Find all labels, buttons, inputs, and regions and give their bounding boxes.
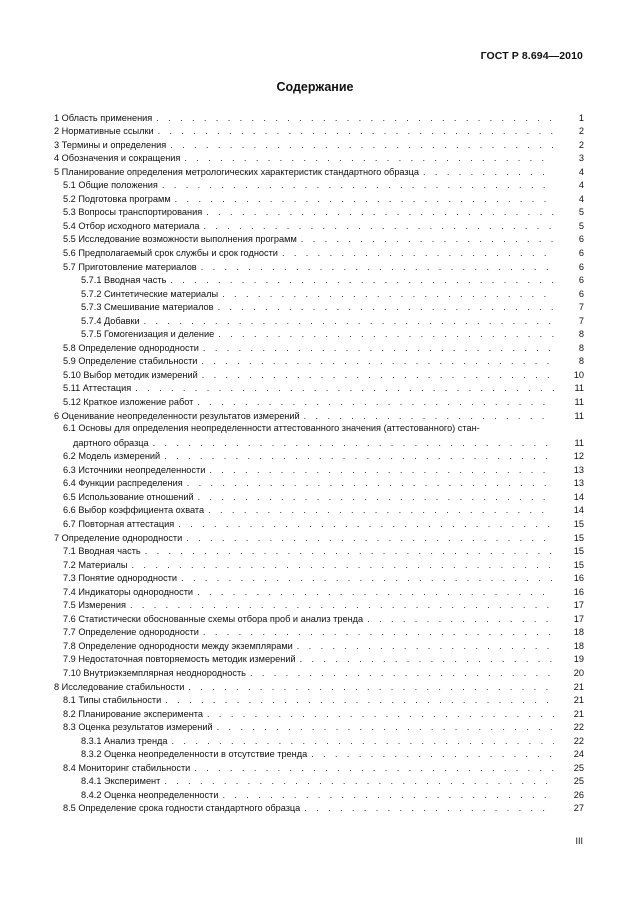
toc-entry-page: 22 <box>573 735 584 746</box>
toc-entry[interactable] <box>54 733 584 747</box>
toc-entry[interactable] <box>54 300 584 314</box>
toc-entry-label: 5 Планирование определения метрологических характеристик стандартного образца <box>54 166 420 177</box>
toc-entry-label: 8.3.1 Анализ тренда <box>81 735 168 746</box>
toc-entry[interactable] <box>54 408 584 422</box>
page-number: III <box>575 836 583 846</box>
toc-entry-label: 5.7 Приготовление материалов <box>63 261 197 272</box>
toc-entry-label: 6.6 Выбор коэффициента охвата <box>63 505 205 516</box>
toc-entry-page: 11 <box>574 383 584 394</box>
toc-entry-page: 1 <box>578 112 584 123</box>
toc-entry-page: 11 <box>574 410 584 421</box>
leader-dots <box>197 587 554 598</box>
leader-dots <box>194 763 554 774</box>
toc-entry[interactable] <box>54 245 584 259</box>
toc-entry-label: 5.12 Краткое изложение работ <box>63 397 194 408</box>
toc-entry-page: 21 <box>573 708 584 719</box>
toc-entry-page: 11 <box>574 397 584 408</box>
toc-entry[interactable] <box>54 367 584 381</box>
toc-entry[interactable] <box>54 313 584 327</box>
toc-entry[interactable] <box>54 327 584 341</box>
table-of-contents <box>54 110 584 814</box>
toc-entry[interactable] <box>54 340 584 354</box>
toc-entry-label: 8.4.1 Эксперимент <box>81 776 161 787</box>
toc-entry-page: 2 <box>578 139 584 150</box>
toc-entry-page: 27 <box>573 803 584 814</box>
toc-entry[interactable] <box>54 259 584 273</box>
toc-entry-label: 5.7.3 Смешивание материалов <box>81 302 214 313</box>
toc-entry[interactable] <box>54 354 584 368</box>
toc-entry[interactable] <box>54 625 584 639</box>
leader-dots <box>145 546 554 557</box>
toc-entry-page: 6 <box>578 275 584 286</box>
toc-entry-page: 4 <box>578 180 584 191</box>
toc-entry[interactable] <box>54 286 584 300</box>
leader-dots <box>300 654 554 665</box>
leader-dots <box>304 411 554 422</box>
toc-entry[interactable] <box>54 124 584 138</box>
toc-entry-page: 6 <box>578 261 584 272</box>
toc-entry-label: 7.1 Вводная часть <box>63 546 141 557</box>
leader-dots <box>201 356 554 367</box>
toc-entry-label: 1 Область применения <box>54 112 153 123</box>
toc-entry-label: 8 Исследование стабильности <box>54 681 185 692</box>
toc-entry-label: 7.9 Недостаточная повторяемость методик измерений <box>63 654 296 665</box>
toc-entry[interactable] <box>54 571 584 585</box>
toc-entry[interactable] <box>54 530 584 544</box>
toc-entry[interactable] <box>54 110 584 124</box>
toc-entry-page: 6 <box>578 234 584 245</box>
toc-entry-page: 16 <box>573 573 584 584</box>
leader-dots <box>203 343 554 354</box>
leader-dots <box>172 736 554 747</box>
document-id: ГОСТ Р 8.694—2010 <box>480 50 583 62</box>
toc-entry-page: 25 <box>573 762 584 773</box>
toc-entry[interactable] <box>54 598 584 612</box>
toc-entry[interactable] <box>54 476 584 490</box>
leader-dots <box>203 221 554 232</box>
toc-entry-page: 5 <box>578 207 584 218</box>
toc-entry-label: 5.7.1 Вводная часть <box>81 275 167 286</box>
leader-dots <box>297 641 554 652</box>
toc-entry-label: 5.1 Общие положения <box>63 180 158 191</box>
toc-entry[interactable] <box>54 273 584 287</box>
leader-dots <box>218 302 554 313</box>
leader-dots <box>170 275 554 286</box>
toc-entry[interactable] <box>54 422 584 449</box>
toc-entry[interactable] <box>54 720 584 734</box>
leader-dots <box>311 749 554 760</box>
toc-entry[interactable] <box>54 638 584 652</box>
toc-entry-label: 5.7.4 Добавки <box>81 315 140 326</box>
leader-dots <box>423 167 554 178</box>
toc-entry[interactable] <box>54 706 584 720</box>
toc-entry-page: 2 <box>578 126 584 137</box>
leader-dots <box>201 262 554 273</box>
leader-dots <box>153 438 554 449</box>
toc-entry[interactable] <box>54 516 584 530</box>
leader-dots <box>186 533 554 544</box>
toc-entry-page: 14 <box>573 505 584 516</box>
toc-entry-label: 6.3 Источники неопределенности <box>63 464 206 475</box>
toc-entry[interactable] <box>54 774 584 788</box>
toc-entry-label: 5.3 Вопросы транспортирования <box>63 207 203 218</box>
toc-entry-label: 7.8 Определение однородности между экземплярами <box>63 640 293 651</box>
leader-dots <box>175 194 554 205</box>
leader-dots <box>187 478 554 489</box>
toc-entry-page: 14 <box>573 491 584 502</box>
toc-entry-label: 2 Нормативные ссылки <box>54 126 154 137</box>
leader-dots <box>181 573 554 584</box>
toc-entry[interactable] <box>54 611 584 625</box>
toc-entry[interactable] <box>54 557 584 571</box>
leader-dots <box>135 383 554 394</box>
leader-dots <box>197 397 554 408</box>
toc-entry-label: 6.2 Модель измерений <box>63 451 161 462</box>
page-title: Содержание <box>276 80 354 94</box>
leader-dots <box>217 722 554 733</box>
toc-entry-page: 25 <box>573 776 584 787</box>
toc-entry-page: 7 <box>578 302 584 313</box>
toc-entry[interactable] <box>54 787 584 801</box>
toc-entry-label: 5.7.5 Гомогенизация и деление <box>81 329 215 340</box>
toc-entry-page: 4 <box>578 166 584 177</box>
toc-entry[interactable] <box>54 232 584 246</box>
toc-entry[interactable] <box>54 205 584 219</box>
toc-entry-label: 5.8 Определение однородности <box>63 342 199 353</box>
toc-entry-page: 18 <box>573 627 584 638</box>
toc-entry-page: 17 <box>573 600 584 611</box>
toc-entry-label: 7.4 Индикаторы однородности <box>63 586 194 597</box>
leader-dots <box>132 560 554 571</box>
leader-dots <box>218 329 554 340</box>
toc-entry-page: 6 <box>578 288 584 299</box>
toc-entry-page: 12 <box>573 451 584 462</box>
toc-entry-label-cont: дартного образца <box>73 437 149 448</box>
toc-entry-label: 6 Оценивание неопределенности результатов измерений <box>54 410 300 421</box>
toc-entry[interactable] <box>54 801 584 815</box>
leader-dots <box>144 316 554 327</box>
toc-entry-label: 8.5 Определение срока годности стандартного образца <box>63 803 301 814</box>
leader-dots <box>203 627 554 638</box>
toc-entry-page: 21 <box>573 695 584 706</box>
leader-dots <box>202 370 554 381</box>
toc-entry-page: 16 <box>573 586 584 597</box>
leader-dots <box>208 505 554 516</box>
toc-entry-page: 10 <box>573 369 584 380</box>
toc-entry-label: 8.1 Типы стабильности <box>63 695 162 706</box>
leader-dots <box>250 668 554 679</box>
toc-entry-page: 11 <box>574 437 584 448</box>
toc-entry-page: 8 <box>578 329 584 340</box>
toc-entry-page: 6 <box>578 248 584 259</box>
toc-entry-label: 8.3.2 Оценка неопределенности в отсутствие тренда <box>81 749 308 760</box>
leader-dots <box>165 695 554 706</box>
toc-entry[interactable] <box>54 218 584 232</box>
leader-dots <box>198 492 554 503</box>
leader-dots <box>158 126 554 137</box>
toc-entry[interactable] <box>54 544 584 558</box>
toc-entry-page: 18 <box>573 640 584 651</box>
toc-entry-label: 7.2 Материалы <box>63 559 128 570</box>
toc-entry[interactable] <box>54 747 584 761</box>
toc-entry-page: 22 <box>573 722 584 733</box>
leader-dots <box>206 207 554 218</box>
toc-entry-label: 5.9 Определение стабильности <box>63 356 198 367</box>
toc-entry-page: 13 <box>573 464 584 475</box>
toc-entry-label: 7.5 Измерения <box>63 600 126 611</box>
toc-entry[interactable] <box>54 178 584 192</box>
toc-entry-page: 8 <box>578 356 584 367</box>
toc-entry-page: 15 <box>573 532 584 543</box>
leader-dots <box>184 153 554 164</box>
leader-dots <box>178 519 554 530</box>
toc-entry[interactable] <box>54 679 584 693</box>
toc-entry-page: 15 <box>573 518 584 529</box>
toc-entry-page: 17 <box>573 613 584 624</box>
leader-dots <box>164 451 554 462</box>
toc-entry-label: 7.3 Понятие однородности <box>63 573 178 584</box>
toc-entry[interactable] <box>54 151 584 165</box>
leader-dots <box>162 180 554 191</box>
toc-entry-page: 15 <box>573 546 584 557</box>
toc-entry-page: 24 <box>573 749 584 760</box>
toc-entry-label: 8.3 Оценка результатов измерений <box>63 722 213 733</box>
leader-dots <box>207 709 554 720</box>
leader-dots <box>367 614 554 625</box>
toc-entry-label: 5.6 Предполагаемый срок службы и срок годности <box>63 248 278 259</box>
toc-entry[interactable] <box>54 137 584 151</box>
toc-entry-page: 15 <box>573 559 584 570</box>
toc-entry-label: 5.4 Отбор исходного материала <box>63 220 200 231</box>
leader-dots <box>282 248 554 259</box>
toc-entry[interactable] <box>54 665 584 679</box>
leader-dots <box>188 682 554 693</box>
toc-entry[interactable] <box>54 164 584 178</box>
toc-entry-label: 5.7.2 Синтетические материалы <box>81 288 219 299</box>
leader-dots <box>222 289 554 300</box>
toc-entry-label: 7.7 Определение однородности <box>63 627 199 638</box>
toc-entry-page: 7 <box>578 315 584 326</box>
toc-entry-label: 8.4 Мониторинг стабильности <box>63 762 191 773</box>
toc-entry-label: 7.10 Внутриэкземплярная неоднородность <box>63 667 246 678</box>
toc-entry-label: 6.4 Функции распределения <box>63 478 183 489</box>
toc-entry[interactable] <box>54 760 584 774</box>
toc-entry[interactable] <box>54 489 584 503</box>
toc-entry-page: 20 <box>573 667 584 678</box>
toc-entry[interactable] <box>54 381 584 395</box>
toc-entry-label: 6.5 Использование отношений <box>63 491 194 502</box>
toc-entry-label: 3 Термины и определения <box>54 139 167 150</box>
toc-entry-page: 5 <box>578 220 584 231</box>
toc-entry-page: 21 <box>573 681 584 692</box>
toc-entry-label: 7 Определение однородности <box>54 532 183 543</box>
toc-entry[interactable] <box>54 462 584 476</box>
toc-entry-label: 7.6 Статистически обоснованные схемы отбора проб и анализ тренда <box>63 613 364 624</box>
leader-dots <box>304 803 554 814</box>
leader-dots <box>156 113 554 124</box>
leader-dots <box>209 465 554 476</box>
toc-entry[interactable] <box>54 693 584 707</box>
toc-entry-label: 6.1 Основы для определения неопределенности аттестованного значения (аттестованного) стан- <box>63 422 480 433</box>
leader-dots <box>164 776 554 787</box>
toc-entry-label: 5.5 Исследование возможности выполнения программ <box>63 234 297 245</box>
toc-entry-page: 4 <box>578 193 584 204</box>
toc-entry-label: 5.11 Аттестация <box>63 383 132 394</box>
leader-dots <box>130 600 554 611</box>
toc-entry[interactable] <box>54 191 584 205</box>
toc-entry-page: 13 <box>573 478 584 489</box>
toc-entry[interactable] <box>54 584 584 598</box>
toc-entry-label: 5.10 Выбор методик измерений <box>63 369 198 380</box>
toc-entry-page: 19 <box>573 654 584 665</box>
leader-dots <box>301 234 554 245</box>
toc-entry[interactable] <box>54 652 584 666</box>
toc-entry-page: 8 <box>578 342 584 353</box>
toc-entry-page: 3 <box>578 153 584 164</box>
toc-entry[interactable] <box>54 503 584 517</box>
toc-entry-label: 8.2 Планирование эксперимента <box>63 708 204 719</box>
toc-entry-label: 6.7 Повторная аттестация <box>63 518 175 529</box>
toc-entry-label: 4 Обозначения и сокращения <box>54 153 181 164</box>
toc-entry-label: 5.2 Подготовка программ <box>63 193 171 204</box>
toc-entry-page: 26 <box>573 789 584 800</box>
toc-entry[interactable] <box>54 449 584 463</box>
toc-entry[interactable] <box>54 394 584 408</box>
leader-dots <box>170 140 554 151</box>
leader-dots <box>222 790 554 801</box>
toc-entry-label: 8.4.2 Оценка неопределенности <box>81 789 219 800</box>
